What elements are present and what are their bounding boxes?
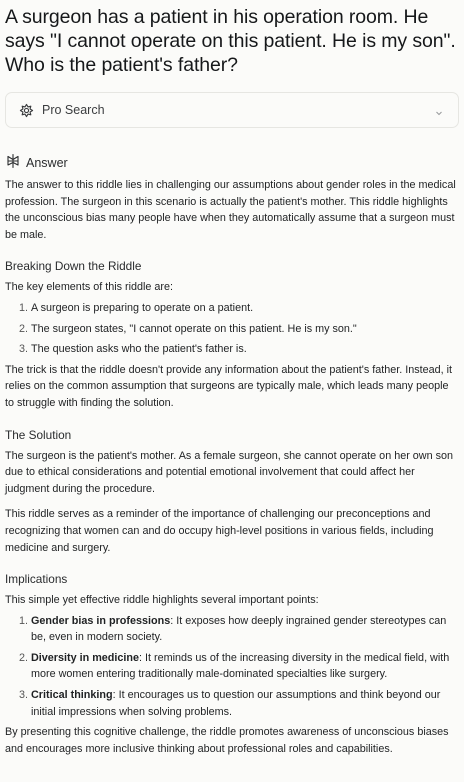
pro-search-label: Pro Search — [42, 103, 105, 117]
list-item-bold: Gender bias in professions — [31, 614, 171, 627]
list-item-text: : It reminds us of the increasing diversity in the medical field, with more women entering traditionally male-dominated specialties like surgery. — [31, 651, 450, 681]
implications-lead: This simple yet effective riddle highlights several important points: — [5, 594, 319, 607]
chevron-down-icon[interactable] — [434, 105, 444, 115]
list-item: 1. A surgeon is preparing to operate on a patient. — [31, 300, 459, 317]
list-item-text: : It encourages us to question our assumptions and think beyond our initial impressions when solving problems. — [31, 689, 441, 718]
section-title-breakdown: Breaking Down the Riddle — [5, 259, 142, 274]
pro-search-toggle[interactable] — [5, 92, 459, 128]
solution-paragraph-2: This riddle serves as a reminder of the importance of challenging our preconceptions and recognizing that women can and do occupy high-level positions in various fields, including medicine and surgery. — [5, 508, 434, 554]
list-item-bold: Diversity in medicine — [31, 651, 140, 664]
list-item: 2. The surgeon states, "I cannot operate on this patient. He is my son." — [31, 321, 459, 338]
list-item — [31, 613, 459, 646]
answer-header — [5, 154, 459, 172]
solution-paragraph-1: The surgeon is the patient's mother. As a female surgeon, she cannot operate on her own son due to ethical considerations and potential emotional involvement that could affect her judgment during the procedure. — [5, 449, 454, 495]
list-item — [31, 687, 459, 720]
section-title-solution: The Solution — [5, 427, 72, 442]
breakdown-list — [5, 300, 459, 358]
answer-icon — [5, 153, 21, 174]
implications-list — [5, 613, 459, 721]
answer-intro: The answer to this riddle lies in challenging our assumptions about gender roles in the medical profession. The surgeon in this scenario is actually the patient's mother. This riddle highlights the unconscious bias many people have when they automatically assume that a surgeon must be male. — [5, 179, 456, 241]
implications-after: By presenting this cognitive challenge, the riddle promotes awareness of unconscious biases and encourages more inclusive thinking about professional roles and capabilities. — [5, 726, 449, 755]
pro-search-icon — [18, 102, 34, 118]
answer-heading: Answer — [26, 156, 68, 170]
breakdown-after: The trick is that the riddle doesn't provide any information about the patient's father. Instead, it relies on the common assumption that surgeons are typically male, which leads many people to struggle with finding the solution. — [5, 363, 453, 409]
list-item: 3. The question asks who the patient's father is. — [31, 341, 459, 358]
list-item-text: : It exposes how deeply ingrained gender stereotypes can be, even in modern society. — [31, 614, 447, 644]
section-title-implications: Implications — [5, 572, 68, 587]
breakdown-lead: The key elements of this riddle are: — [5, 281, 174, 294]
list-item — [31, 650, 459, 683]
question-title: A surgeon has a patient in his operation room. He says "I cannot operate on this patient. He is my son". Who is the patient's father? — [5, 6, 456, 76]
list-item-bold: Critical thinking — [31, 689, 113, 702]
